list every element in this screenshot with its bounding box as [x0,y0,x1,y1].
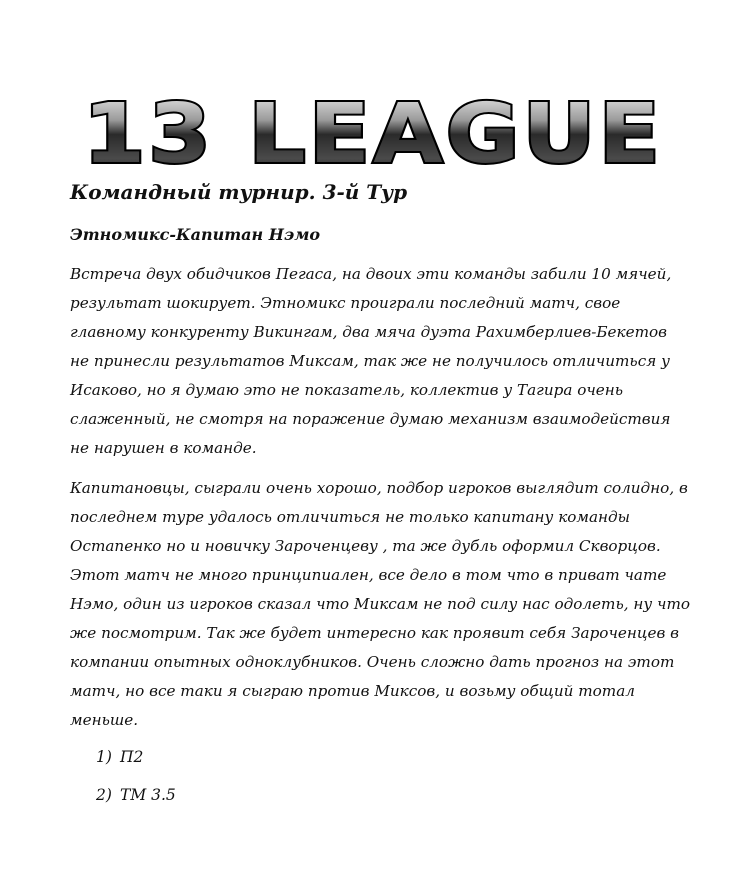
prediction-item [96,784,690,806]
article [70,178,690,822]
logo-text: 13 LEAGUE [83,92,663,178]
league-logo [78,92,668,178]
paragraph-ethnomix: Встреча двух обидчиков Пегаса, на двоих эти команды забили 10 мячей, результат шокирует. Этномикс проиграли последний матч, свое главному конкуренту Викингам, два мяча дуэта Рахимберлиев-Бекетов не принесли результатов Миксам, так же не получилось отличиться у Исаково, но я думаю это не показатель, коллектив у Тагира очень слаженный, не смотря на поражение думаю механизм взаимодействия не нарушен в команде. [70,265,672,457]
prediction-text: П2 [120,748,144,766]
league-logo-graphic [78,92,668,178]
prediction-text: ТМ 3.5 [120,786,176,804]
match-title: Этномикс-Капитан Нэмо [70,225,321,244]
tournament-title: Командный турнир. 3-й Тур [70,180,408,204]
prediction-number: 2) [96,786,112,804]
prediction-number: 1) [96,748,112,766]
prediction-item [96,746,690,768]
paragraph-captain-nemo: Капитановцы, сыграли очень хорошо, подбор игроков выглядит солидно, в последнем туре удалось отличиться не только капитану команды Остапенко но и новичку Зароченцеву , та же дубль оформил Скворцов. Этот матч не много принципиален, все дело в том что в приват чате Нэмо, один из игроков сказал что Миксам не под силу нас одолеть, ну что же посмотрим. Так же будет интересно как проявит себя Зароченцев в компании опытных одноклубников. Очень сложно дать прогноз на этот матч, но все таки я сыграю против Миксов, и возьму общий тотал меньше. [70,479,691,729]
predictions-list [70,746,690,806]
